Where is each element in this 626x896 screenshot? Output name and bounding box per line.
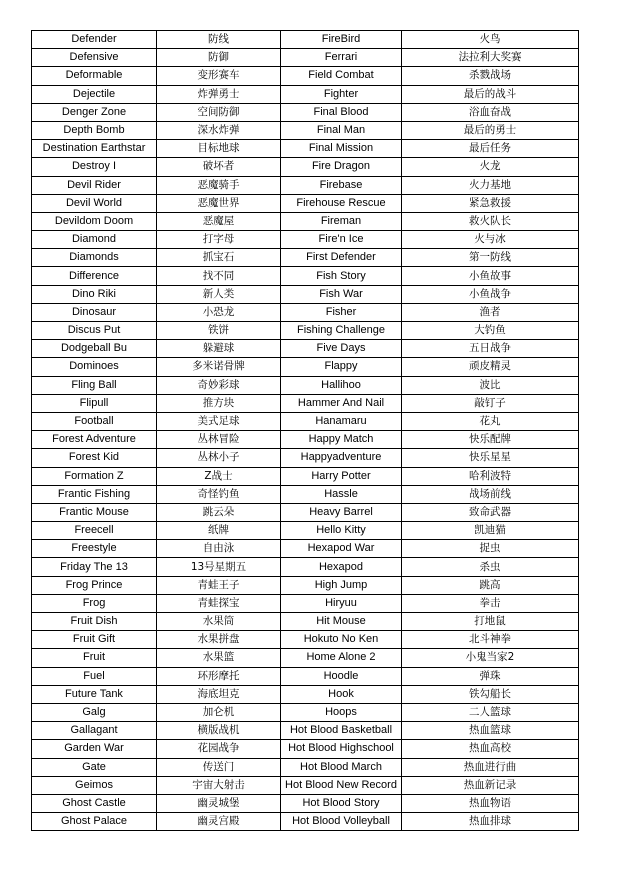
english-title-cell: Fish War: [281, 285, 402, 303]
english-title-cell: Dejectile: [32, 85, 157, 103]
english-title-cell: Devil Rider: [32, 176, 157, 194]
chinese-title-cell: 杀戮战场: [402, 67, 579, 85]
english-title-cell: Geimos: [32, 776, 157, 794]
chinese-title-cell: 五日战争: [402, 340, 579, 358]
chinese-title-cell: 纸牌: [157, 522, 281, 540]
table-row: [32, 231, 579, 249]
chinese-title-cell: 恶魔骑手: [157, 176, 281, 194]
english-title-cell: Flappy: [281, 358, 402, 376]
english-title-cell: Garden War: [32, 740, 157, 758]
english-title-cell: Forest Kid: [32, 449, 157, 467]
english-title-cell: Devil World: [32, 194, 157, 212]
english-title-cell: Hiryuu: [281, 594, 402, 612]
chinese-title-cell: 青蛙探宝: [157, 594, 281, 612]
table-row: [32, 685, 579, 703]
english-title-cell: Ferrari: [281, 49, 402, 67]
table-row: [32, 722, 579, 740]
chinese-title-cell: 二人篮球: [402, 703, 579, 721]
table-row: [32, 540, 579, 558]
table-row: [32, 631, 579, 649]
english-title-cell: Hallihoo: [281, 376, 402, 394]
chinese-title-cell: 快乐星星: [402, 449, 579, 467]
table-row: [32, 431, 579, 449]
table-row: [32, 212, 579, 230]
english-title-cell: Football: [32, 412, 157, 430]
chinese-title-cell: 恶魔屋: [157, 212, 281, 230]
chinese-title-cell: 新人类: [157, 285, 281, 303]
english-title-cell: Friday The 13: [32, 558, 157, 576]
english-title-cell: Happyadventure: [281, 449, 402, 467]
chinese-title-cell: 小恐龙: [157, 303, 281, 321]
english-title-cell: Hokuto No Ken: [281, 631, 402, 649]
english-title-cell: Frog Prince: [32, 576, 157, 594]
chinese-title-cell: 防御: [157, 49, 281, 67]
english-title-cell: Happy Match: [281, 431, 402, 449]
table-row: [32, 558, 579, 576]
english-title-cell: Forest Adventure: [32, 431, 157, 449]
english-title-cell: Hook: [281, 685, 402, 703]
chinese-title-cell: 横版战机: [157, 722, 281, 740]
english-title-cell: Fish Story: [281, 267, 402, 285]
chinese-title-cell: 破坏者: [157, 158, 281, 176]
chinese-title-cell: 加仑机: [157, 703, 281, 721]
english-title-cell: Dominoes: [32, 358, 157, 376]
english-title-cell: Gate: [32, 758, 157, 776]
chinese-title-cell: 热血新记录: [402, 776, 579, 794]
english-title-cell: Devildom Doom: [32, 212, 157, 230]
english-title-cell: Hit Mouse: [281, 613, 402, 631]
chinese-title-cell: 哈利波特: [402, 467, 579, 485]
chinese-title-cell: 敲钉子: [402, 394, 579, 412]
chinese-title-cell: 大钓鱼: [402, 322, 579, 340]
table-row: [32, 121, 579, 139]
english-title-cell: Destroy I: [32, 158, 157, 176]
table-row: [32, 322, 579, 340]
chinese-title-cell: 北斗神拳: [402, 631, 579, 649]
table-row: [32, 140, 579, 158]
chinese-title-cell: 热血篮球: [402, 722, 579, 740]
table-row: [32, 303, 579, 321]
table-row: [32, 522, 579, 540]
english-title-cell: Fireman: [281, 212, 402, 230]
english-title-cell: Diamond: [32, 231, 157, 249]
table-row: [32, 485, 579, 503]
chinese-title-cell: 杀虫: [402, 558, 579, 576]
chinese-title-cell: 热血排球: [402, 813, 579, 831]
chinese-title-cell: 救火队长: [402, 212, 579, 230]
table-row: [32, 467, 579, 485]
english-title-cell: Dino Riki: [32, 285, 157, 303]
chinese-title-cell: 空间防御: [157, 103, 281, 121]
chinese-title-cell: 火龙: [402, 158, 579, 176]
chinese-title-cell: 炸弹勇士: [157, 85, 281, 103]
chinese-title-cell: 传送门: [157, 758, 281, 776]
table-row: [32, 649, 579, 667]
table-row: [32, 794, 579, 812]
table-row: [32, 194, 579, 212]
english-title-cell: Final Mission: [281, 140, 402, 158]
english-title-cell: Fruit Gift: [32, 631, 157, 649]
chinese-title-cell: 浴血奋战: [402, 103, 579, 121]
chinese-title-cell: 水果筒: [157, 613, 281, 631]
chinese-title-cell: 目标地球: [157, 140, 281, 158]
english-title-cell: Defensive: [32, 49, 157, 67]
chinese-title-cell: 火力基地: [402, 176, 579, 194]
english-title-cell: Frantic Mouse: [32, 503, 157, 521]
chinese-title-cell: 变形赛车: [157, 67, 281, 85]
english-title-cell: Flipull: [32, 394, 157, 412]
english-title-cell: Hammer And Nail: [281, 394, 402, 412]
english-title-cell: Final Blood: [281, 103, 402, 121]
chinese-title-cell: 火与冰: [402, 231, 579, 249]
chinese-title-cell: 水果拼盘: [157, 631, 281, 649]
english-title-cell: Firehouse Rescue: [281, 194, 402, 212]
english-title-cell: Difference: [32, 267, 157, 285]
english-title-cell: Fruit: [32, 649, 157, 667]
table-row: [32, 776, 579, 794]
chinese-title-cell: 深水炸弹: [157, 121, 281, 139]
table-row: [32, 376, 579, 394]
english-title-cell: Harry Potter: [281, 467, 402, 485]
table-row: [32, 394, 579, 412]
english-title-cell: Formation Z: [32, 467, 157, 485]
english-title-cell: Freestyle: [32, 540, 157, 558]
chinese-title-cell: 紧急救援: [402, 194, 579, 212]
english-title-cell: Hot Blood March: [281, 758, 402, 776]
table-row: [32, 358, 579, 376]
english-title-cell: Five Days: [281, 340, 402, 358]
chinese-title-cell: 拳击: [402, 594, 579, 612]
chinese-title-cell: 凯迪猫: [402, 522, 579, 540]
chinese-title-cell: 最后的战斗: [402, 85, 579, 103]
chinese-title-cell: Z战士: [157, 467, 281, 485]
table-row: [32, 31, 579, 49]
chinese-title-cell: 弹珠: [402, 667, 579, 685]
table-row: [32, 449, 579, 467]
chinese-title-cell: 丛林冒险: [157, 431, 281, 449]
english-title-cell: Heavy Barrel: [281, 503, 402, 521]
english-title-cell: Hot Blood Highschool: [281, 740, 402, 758]
english-title-cell: Denger Zone: [32, 103, 157, 121]
table-row: [32, 176, 579, 194]
chinese-title-cell: 幽灵城堡: [157, 794, 281, 812]
chinese-title-cell: 丛林小子: [157, 449, 281, 467]
chinese-title-cell: 最后的勇士: [402, 121, 579, 139]
game-title-table: [31, 30, 579, 831]
chinese-title-cell: 热血进行曲: [402, 758, 579, 776]
english-title-cell: Hello Kitty: [281, 522, 402, 540]
english-title-cell: Discus Put: [32, 322, 157, 340]
english-title-cell: Field Combat: [281, 67, 402, 85]
english-title-cell: Fisher: [281, 303, 402, 321]
english-title-cell: Fighter: [281, 85, 402, 103]
chinese-title-cell: 奇妙彩球: [157, 376, 281, 394]
table-row: [32, 613, 579, 631]
english-title-cell: Deformable: [32, 67, 157, 85]
english-title-cell: Hassle: [281, 485, 402, 503]
english-title-cell: Hot Blood New Record: [281, 776, 402, 794]
chinese-title-cell: 美式足球: [157, 412, 281, 430]
english-title-cell: Defender: [32, 31, 157, 49]
chinese-title-cell: 铁饼: [157, 322, 281, 340]
chinese-title-cell: 法拉利大奖赛: [402, 49, 579, 67]
english-title-cell: Galg: [32, 703, 157, 721]
chinese-title-cell: 铁勾船长: [402, 685, 579, 703]
table-row: [32, 340, 579, 358]
chinese-title-cell: 顽皮精灵: [402, 358, 579, 376]
english-title-cell: Frog: [32, 594, 157, 612]
english-title-cell: Ghost Castle: [32, 794, 157, 812]
chinese-title-cell: 跳云朵: [157, 503, 281, 521]
chinese-title-cell: 打地鼠: [402, 613, 579, 631]
table-row: [32, 103, 579, 121]
table-row: [32, 285, 579, 303]
table-row: [32, 703, 579, 721]
english-title-cell: Fire Dragon: [281, 158, 402, 176]
chinese-title-cell: 致命武器: [402, 503, 579, 521]
chinese-title-cell: 躲避球: [157, 340, 281, 358]
english-title-cell: Firebase: [281, 176, 402, 194]
chinese-title-cell: 13号星期五: [157, 558, 281, 576]
chinese-title-cell: 火鸟: [402, 31, 579, 49]
table-row: [32, 412, 579, 430]
english-title-cell: Freecell: [32, 522, 157, 540]
english-title-cell: Future Tank: [32, 685, 157, 703]
chinese-title-cell: 推方块: [157, 394, 281, 412]
chinese-title-cell: 快乐配牌: [402, 431, 579, 449]
table-row: [32, 158, 579, 176]
english-title-cell: Final Man: [281, 121, 402, 139]
english-title-cell: Dodgeball Bu: [32, 340, 157, 358]
table-row: [32, 740, 579, 758]
table-body: [32, 31, 579, 831]
english-title-cell: Ghost Palace: [32, 813, 157, 831]
english-title-cell: Home Alone 2: [281, 649, 402, 667]
chinese-title-cell: 海底坦克: [157, 685, 281, 703]
english-title-cell: Dinosaur: [32, 303, 157, 321]
english-title-cell: Destination Earthstar: [32, 140, 157, 158]
chinese-title-cell: 防线: [157, 31, 281, 49]
english-title-cell: Hanamaru: [281, 412, 402, 430]
chinese-title-cell: 花园战争: [157, 740, 281, 758]
chinese-title-cell: 环形摩托: [157, 667, 281, 685]
chinese-title-cell: 渔者: [402, 303, 579, 321]
table-row: [32, 49, 579, 67]
table-row: [32, 249, 579, 267]
english-title-cell: Frantic Fishing: [32, 485, 157, 503]
english-title-cell: Fuel: [32, 667, 157, 685]
chinese-title-cell: 最后任务: [402, 140, 579, 158]
table-row: [32, 758, 579, 776]
chinese-title-cell: 打字母: [157, 231, 281, 249]
english-title-cell: Fruit Dish: [32, 613, 157, 631]
english-title-cell: FireBird: [281, 31, 402, 49]
table-row: [32, 85, 579, 103]
chinese-title-cell: 战场前线: [402, 485, 579, 503]
chinese-title-cell: 奇怪钓鱼: [157, 485, 281, 503]
english-title-cell: Depth Bomb: [32, 121, 157, 139]
chinese-title-cell: 恶魔世界: [157, 194, 281, 212]
english-title-cell: Hoops: [281, 703, 402, 721]
table-row: [32, 267, 579, 285]
table-row: [32, 813, 579, 831]
english-title-cell: Hoodle: [281, 667, 402, 685]
chinese-title-cell: 自由泳: [157, 540, 281, 558]
chinese-title-cell: 小鱼故事: [402, 267, 579, 285]
english-title-cell: Hot Blood Basketball: [281, 722, 402, 740]
chinese-title-cell: 热血物语: [402, 794, 579, 812]
english-title-cell: Fire'n Ice: [281, 231, 402, 249]
chinese-title-cell: 青蛙王子: [157, 576, 281, 594]
english-title-cell: Fishing Challenge: [281, 322, 402, 340]
chinese-title-cell: 抓宝石: [157, 249, 281, 267]
chinese-title-cell: 捉虫: [402, 540, 579, 558]
table-row: [32, 667, 579, 685]
chinese-title-cell: 小鱼战争: [402, 285, 579, 303]
chinese-title-cell: 多米诺骨牌: [157, 358, 281, 376]
english-title-cell: Hexapod War: [281, 540, 402, 558]
table-row: [32, 594, 579, 612]
english-title-cell: Hexapod: [281, 558, 402, 576]
english-title-cell: Hot Blood Volleyball: [281, 813, 402, 831]
english-title-cell: Fling Ball: [32, 376, 157, 394]
chinese-title-cell: 找不同: [157, 267, 281, 285]
chinese-title-cell: 小鬼当家2: [402, 649, 579, 667]
english-title-cell: Hot Blood Story: [281, 794, 402, 812]
chinese-title-cell: 花丸: [402, 412, 579, 430]
english-title-cell: First Defender: [281, 249, 402, 267]
table-row: [32, 576, 579, 594]
chinese-title-cell: 宇宙大射击: [157, 776, 281, 794]
chinese-title-cell: 波比: [402, 376, 579, 394]
chinese-title-cell: 水果篮: [157, 649, 281, 667]
english-title-cell: Diamonds: [32, 249, 157, 267]
chinese-title-cell: 第一防线: [402, 249, 579, 267]
chinese-title-cell: 热血高校: [402, 740, 579, 758]
chinese-title-cell: 跳高: [402, 576, 579, 594]
english-title-cell: Gallagant: [32, 722, 157, 740]
table-row: [32, 67, 579, 85]
english-title-cell: High Jump: [281, 576, 402, 594]
table-row: [32, 503, 579, 521]
chinese-title-cell: 幽灵宫殿: [157, 813, 281, 831]
